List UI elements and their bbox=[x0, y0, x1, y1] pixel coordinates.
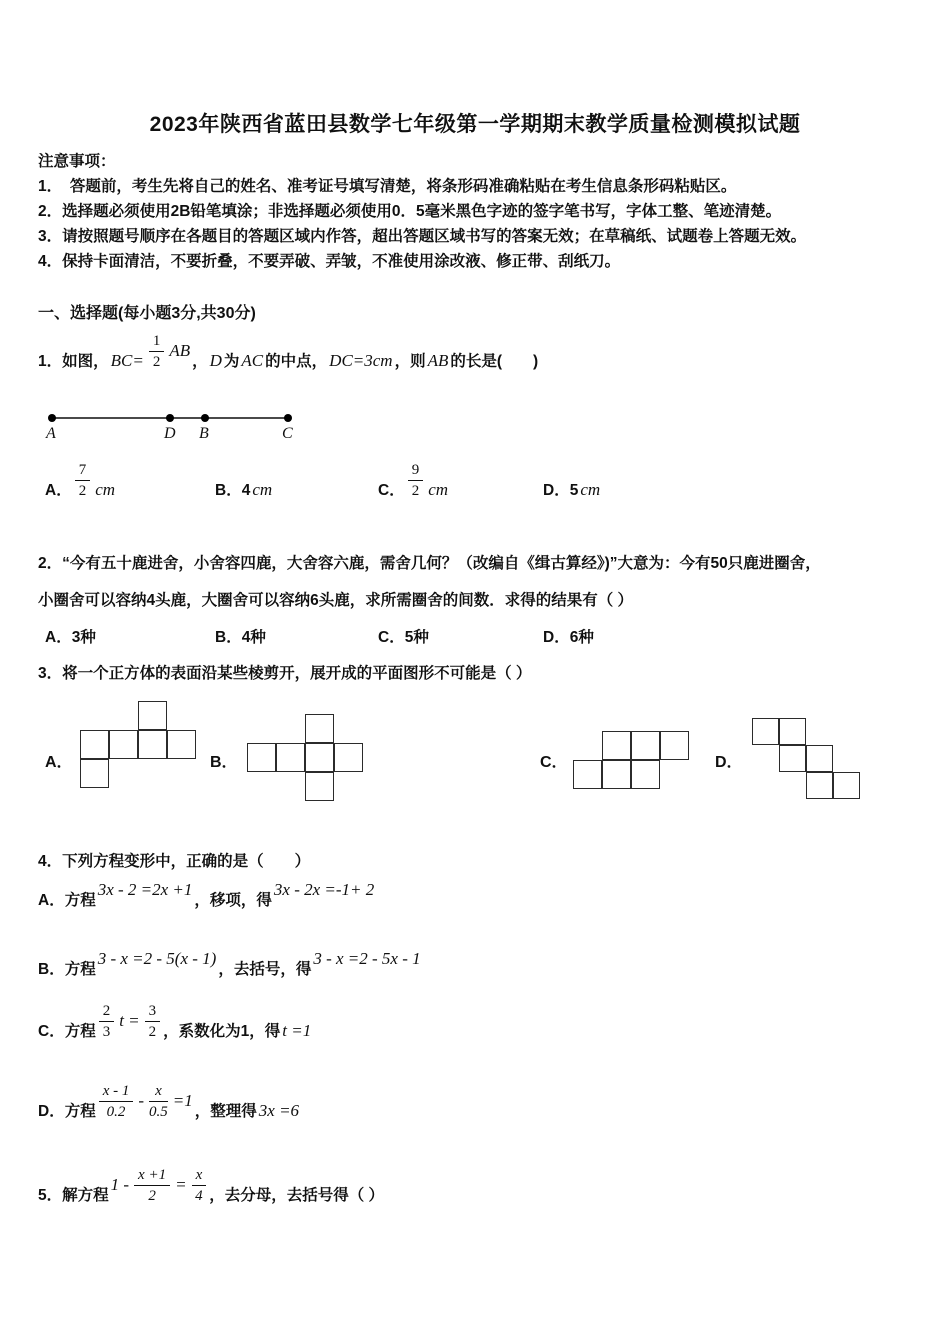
q2-stem-line-1: 2．“今有五十鹿进舍，小舍容四鹿，大舍容六鹿，需舍几何？（改编自《缉古算经》)”大意为：今有50只鹿进圈舍， bbox=[38, 555, 821, 572]
text-run: C．方程 bbox=[38, 1023, 96, 1040]
cube-nets-figure bbox=[0, 683, 950, 833]
q2-option-d: D．6种 bbox=[543, 629, 594, 646]
net-cell bbox=[138, 730, 167, 759]
segment-point-dot bbox=[166, 414, 174, 422]
net-cell bbox=[109, 730, 138, 759]
q2-option-a: A．3种 bbox=[45, 629, 96, 646]
net-cell bbox=[806, 772, 833, 799]
text-run: 的中点， bbox=[265, 353, 328, 370]
q4-option-d bbox=[38, 1081, 950, 1127]
net-option-label-b: B． bbox=[210, 754, 238, 771]
net-cell bbox=[806, 745, 833, 772]
net-option-label-d: D． bbox=[715, 754, 743, 771]
net-cell bbox=[752, 718, 779, 745]
text-run: B．方程 bbox=[38, 961, 96, 978]
math-run: cm bbox=[428, 480, 449, 499]
q4-option-b bbox=[38, 949, 950, 985]
question-1-stem bbox=[38, 331, 914, 372]
text-run: 5．解方程 bbox=[38, 1187, 109, 1204]
q1-option-d bbox=[543, 478, 602, 500]
net-cell bbox=[573, 760, 602, 789]
page-title: 2023年陕西省蓝田县数学七年级第一学期期末教学质量检测模拟试题 bbox=[149, 113, 801, 136]
net-cell bbox=[80, 730, 109, 759]
fraction-numerator: x - 1 bbox=[99, 1081, 134, 1102]
fraction-denominator: 2 bbox=[411, 483, 420, 499]
question-1-options bbox=[45, 460, 950, 501]
text-run: 1．如图， bbox=[38, 353, 109, 370]
q2-option-c: C．5种 bbox=[378, 629, 429, 646]
math-run: cm bbox=[580, 480, 601, 499]
segment-point-label: C bbox=[282, 425, 293, 442]
fraction-denominator: 4 bbox=[195, 1188, 203, 1204]
question-3-stem: 3．将一个正方体的表面沿某些棱剪开，展开成的平面图形不可能是（ ） bbox=[38, 665, 532, 682]
net-option-label-a: A． bbox=[45, 754, 73, 771]
fraction bbox=[99, 1081, 134, 1122]
math-run: 3x - 2x =-1+ 2 bbox=[273, 880, 375, 899]
segment-point-label: B bbox=[199, 425, 209, 442]
fraction bbox=[149, 1081, 168, 1122]
question-5-stem bbox=[38, 1165, 914, 1206]
text-run: D．5 bbox=[543, 482, 579, 499]
text-run: ，去括号，得 bbox=[218, 961, 312, 978]
fraction-numerator: x bbox=[192, 1165, 207, 1186]
text-run: A．方程 bbox=[38, 892, 96, 909]
math-run: 3 - x =2 - 5x - 1 bbox=[313, 949, 421, 968]
text-run: ，整理得 bbox=[194, 1103, 257, 1120]
text-run: 为 bbox=[223, 353, 240, 370]
math-run: cm bbox=[252, 480, 273, 499]
fraction bbox=[134, 1165, 170, 1206]
notice-item-1: 1． 答题前，考生先将自己的姓名、准考证号填写清楚，将条形码准确粘贴在考生信息条形码粘贴区。 bbox=[38, 178, 737, 195]
fraction-denominator: 2 bbox=[78, 483, 87, 499]
notice-item-4: 4．保持卡面清洁，不要折叠，不要弄破、弄皱，不准使用涂改液、修正带、刮纸刀。 bbox=[38, 253, 621, 270]
net-cell bbox=[631, 760, 660, 789]
net-cell bbox=[602, 731, 631, 760]
math-run: cm bbox=[95, 480, 116, 499]
math-run: BC= bbox=[110, 351, 144, 370]
text-run: ， bbox=[192, 353, 208, 370]
notice-item-2: 2．选择题必须使用2B铅笔填涂；非选择题必须使用0．5毫米黑色字迹的签字笔书写，字体工整、笔迹清楚。 bbox=[38, 203, 782, 220]
fraction-numerator: 1 bbox=[149, 331, 165, 352]
fraction-numerator: x +1 bbox=[134, 1165, 170, 1186]
net-cell bbox=[305, 772, 334, 801]
math-run: DC=3cm bbox=[329, 351, 393, 370]
math-run: 1 - bbox=[110, 1175, 130, 1194]
fraction-numerator: x bbox=[149, 1081, 168, 1102]
q1-option-c bbox=[378, 460, 543, 501]
fraction bbox=[408, 460, 424, 501]
net-cell bbox=[779, 745, 806, 772]
net-cell bbox=[80, 759, 109, 788]
text-run: D．方程 bbox=[38, 1103, 96, 1120]
q2-stem-line-2: 小圈舍可以容纳4头鹿，大圈舍可以容纳6头鹿，求所需圈舍的间数．求得的结果有（ ） bbox=[38, 592, 634, 609]
text-run: C． bbox=[378, 482, 405, 499]
fraction-numerator: 7 bbox=[75, 460, 91, 481]
net-cell bbox=[167, 730, 196, 759]
text-run: A． bbox=[45, 482, 72, 499]
fraction-denominator: 2 bbox=[148, 1188, 156, 1204]
text-run: 的长是( ) bbox=[450, 353, 539, 370]
notice-section bbox=[38, 150, 914, 274]
net-cell bbox=[833, 772, 860, 799]
fraction-numerator: 2 bbox=[99, 1001, 115, 1022]
fraction-denominator: 2 bbox=[148, 1024, 157, 1040]
notice-item-3: 3．请按照题号顺序在各题目的答题区域内作答，超出答题区域书写的答案无效；在草稿纸、试题卷上答题无效。 bbox=[38, 228, 807, 245]
fraction-denominator: 3 bbox=[102, 1024, 111, 1040]
math-run: AC bbox=[241, 351, 264, 370]
segment-point-label: D bbox=[164, 425, 176, 442]
math-run: 3 - x =2 - 5(x - 1) bbox=[97, 949, 217, 968]
math-run: t = bbox=[119, 1011, 140, 1030]
segment-point-dot bbox=[201, 414, 209, 422]
q1-option-a bbox=[45, 460, 215, 501]
net-cell bbox=[305, 714, 334, 743]
fraction-denominator: 0.2 bbox=[106, 1104, 126, 1120]
fraction-denominator: 0.5 bbox=[149, 1104, 168, 1120]
net-cell bbox=[138, 701, 167, 730]
fraction bbox=[192, 1165, 207, 1206]
segment-point-label: A bbox=[46, 425, 56, 442]
text-run: ，移项，得 bbox=[194, 892, 272, 909]
question-2-options bbox=[45, 625, 950, 647]
segment-point-dot bbox=[48, 414, 56, 422]
math-run: =1 bbox=[172, 1091, 193, 1110]
math-run: 3x - 2 =2x +1 bbox=[97, 880, 193, 899]
segment-point-dot bbox=[284, 414, 292, 422]
math-run: = bbox=[175, 1175, 187, 1194]
net-cell bbox=[247, 743, 276, 772]
text-run: ，则 bbox=[394, 353, 426, 370]
text-run: ，去分母，去括号得（ ） bbox=[209, 1187, 385, 1204]
net-cell bbox=[334, 743, 363, 772]
fraction-denominator: 2 bbox=[152, 354, 161, 370]
q1-option-b bbox=[215, 478, 378, 500]
fraction-numerator: 9 bbox=[408, 460, 424, 481]
section-1-heading: 一、选择题(每小题3分,共30分) bbox=[38, 305, 256, 322]
q2-option-b: B．4种 bbox=[215, 629, 266, 646]
net-cell bbox=[602, 760, 631, 789]
net-cell bbox=[779, 718, 806, 745]
question-2-stem bbox=[38, 545, 914, 619]
net-cell bbox=[305, 743, 334, 772]
fraction bbox=[145, 1001, 161, 1042]
net-cell bbox=[660, 731, 689, 760]
math-run: AB bbox=[169, 341, 191, 360]
net-cell bbox=[631, 731, 660, 760]
net-cell bbox=[276, 743, 305, 772]
net-option-label-c: C． bbox=[540, 754, 568, 771]
math-run: D bbox=[209, 351, 222, 370]
question-4-stem: 4．下列方程变形中，正确的是（ ） bbox=[38, 853, 311, 870]
fraction bbox=[99, 1001, 115, 1042]
q4-option-c bbox=[38, 1001, 950, 1047]
fraction bbox=[75, 460, 91, 501]
segment-diagram bbox=[0, 400, 950, 454]
fraction-numerator: 3 bbox=[145, 1001, 161, 1022]
math-run: 3x =6 bbox=[258, 1101, 300, 1120]
math-run: t =1 bbox=[282, 1021, 312, 1040]
fraction bbox=[149, 331, 165, 372]
math-run: AB bbox=[427, 351, 449, 370]
text-run: ，系数化为1，得 bbox=[163, 1023, 281, 1040]
text-run: B．4 bbox=[215, 482, 251, 499]
math-run: - bbox=[138, 1091, 145, 1110]
q4-option-a bbox=[38, 880, 950, 916]
notice-heading: 注意事项： bbox=[38, 153, 116, 170]
